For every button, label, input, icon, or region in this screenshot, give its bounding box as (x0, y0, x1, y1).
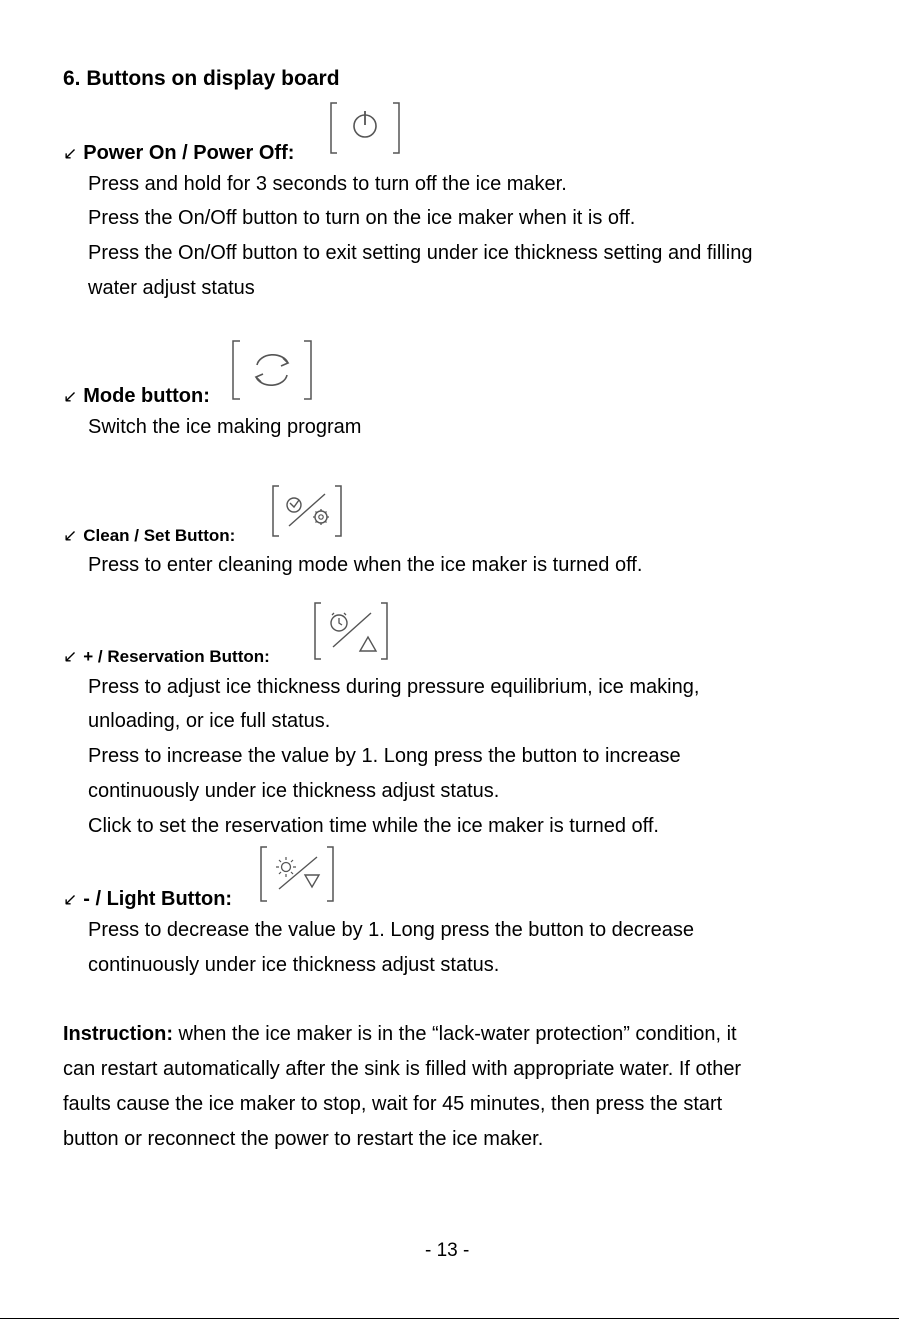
minus-button-title (63, 888, 232, 911)
cycle-arrows-icon (231, 339, 313, 401)
check-bullet-icon: ↙ (63, 144, 78, 163)
page-bottom-divider (0, 1318, 899, 1319)
instruction-line-2: can restart automatically after the sink is filled with appropriate water. If other (63, 1058, 742, 1080)
instruction-line-1 (63, 1023, 737, 1046)
instruction-line-3: faults cause the ice maker to stop, wait for 45 minutes, then press the start (63, 1093, 723, 1115)
check-bullet-icon: ↙ (63, 647, 78, 666)
power-button-title (63, 142, 294, 165)
power-icon (329, 101, 401, 155)
check-bullet-icon: ↙ (63, 526, 78, 545)
light-down-icon (259, 845, 335, 903)
clean-line-1: Press to enter cleaning mode when the ice maker is turned off. (88, 554, 643, 576)
plus-line-4: continuously under ice thickness adjust status. (88, 780, 500, 802)
page-number: - 13 - (425, 1240, 470, 1261)
plus-title-text: + / Reservation Button: (83, 647, 270, 666)
plus-line-3: Press to increase the value by 1. Long press the button to increase (88, 745, 681, 767)
mode-line-1: Switch the ice making program (88, 416, 362, 438)
minus-title-text: - / Light Button: (83, 888, 233, 910)
plus-line-2: unloading, or ice full status. (88, 710, 331, 732)
alarm-up-icon (313, 601, 389, 661)
section-heading: 6. Buttons on display board (63, 67, 340, 90)
instruction-label: Instruction: (63, 1023, 173, 1045)
power-line-1: Press and hold for 3 seconds to turn off the ice maker. (88, 173, 567, 195)
power-line-3: Press the On/Off button to exit setting under ice thickness setting and filling (88, 242, 753, 264)
plus-button-title (63, 647, 270, 667)
instruction-line-4: button or reconnect the power to restart the ice maker. (63, 1128, 544, 1150)
clean-settings-icon (271, 484, 343, 538)
plus-line-1: Press to adjust ice thickness during pressure equilibrium, ice making, (88, 676, 700, 698)
check-bullet-icon: ↙ (63, 387, 78, 406)
check-bullet-icon: ↙ (63, 890, 78, 909)
minus-line-1: Press to decrease the value by 1. Long press the button to decrease (88, 919, 694, 941)
power-title-text: Power On / Power Off: (83, 142, 295, 164)
instruction-first-line-text: when the ice maker is in the “lack-water protection” condition, it (173, 1023, 737, 1045)
plus-line-5: Click to set the reservation time while the ice maker is turned off. (88, 815, 659, 837)
clean-button-title (63, 526, 235, 546)
power-line-2: Press the On/Off button to turn on the ice maker when it is off. (88, 207, 636, 229)
power-line-4: water adjust status (88, 277, 255, 299)
minus-line-2: continuously under ice thickness adjust status. (88, 954, 500, 976)
clean-title-text: Clean / Set Button: (83, 526, 236, 545)
mode-title-text: Mode button: (83, 385, 210, 407)
mode-button-title (63, 385, 210, 408)
